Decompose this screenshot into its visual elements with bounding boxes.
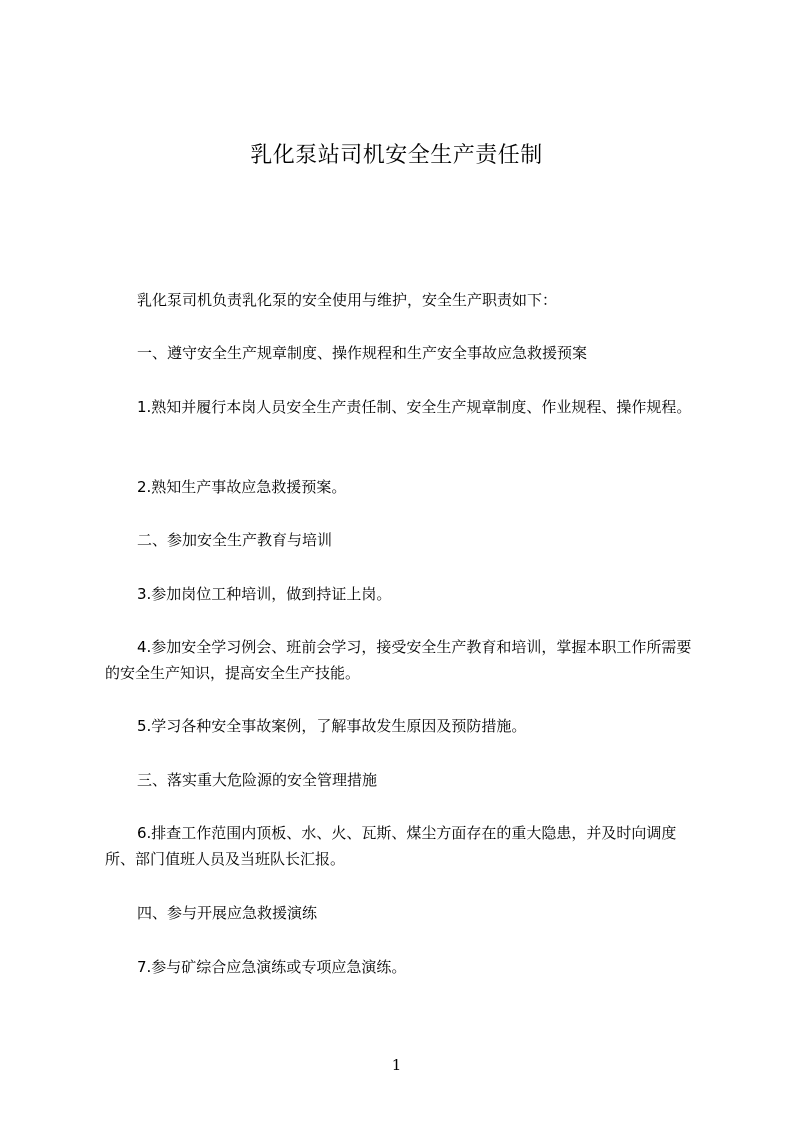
- section-heading-2: 二、参加安全生产教育与培训: [137, 531, 333, 549]
- item-5: 5.学习各种安全事故案例，了解事故发生原因及预防措施。: [137, 717, 527, 735]
- item-4: 4.参加安全学习例会、班前会学习，接受安全生产教育和培训，掌握本职工作所需要的安全生产知识，提高安全生产技能。: [105, 638, 692, 682]
- item-6: 6.排查工作范围内顶板、水、火、瓦斯、煤尘方面存在的重大隐患，并及时向调度所、部门值班人员及当班队长汇报。: [105, 824, 677, 868]
- item-3: 3.参加岗位工种培训，做到持证上岗。: [137, 585, 392, 603]
- document-title: 乳化泵站司机安全生产责任制: [250, 143, 543, 168]
- section-heading-1: 一、遵守安全生产规章制度、操作规程和生产安全事故应急救援预案: [137, 344, 588, 362]
- item-1: 1.熟知并履行本岗人员安全生产责任制、安全生产规章制度、作业规程、操作规程。: [137, 398, 692, 416]
- page-number: 1: [391, 1056, 402, 1074]
- item-2: 2.熟知生产事故应急救援预案。: [137, 478, 347, 496]
- section-heading-4: 四、参与开展应急救援演练: [137, 904, 318, 922]
- intro-paragraph: 乳化泵司机负责乳化泵的安全使用与维护，安全生产职责如下：: [137, 291, 558, 309]
- item-7: 7.参与矿综合应急演练或专项应急演练。: [137, 958, 407, 976]
- section-heading-3: 三、落实重大危险源的安全管理措施: [137, 771, 378, 789]
